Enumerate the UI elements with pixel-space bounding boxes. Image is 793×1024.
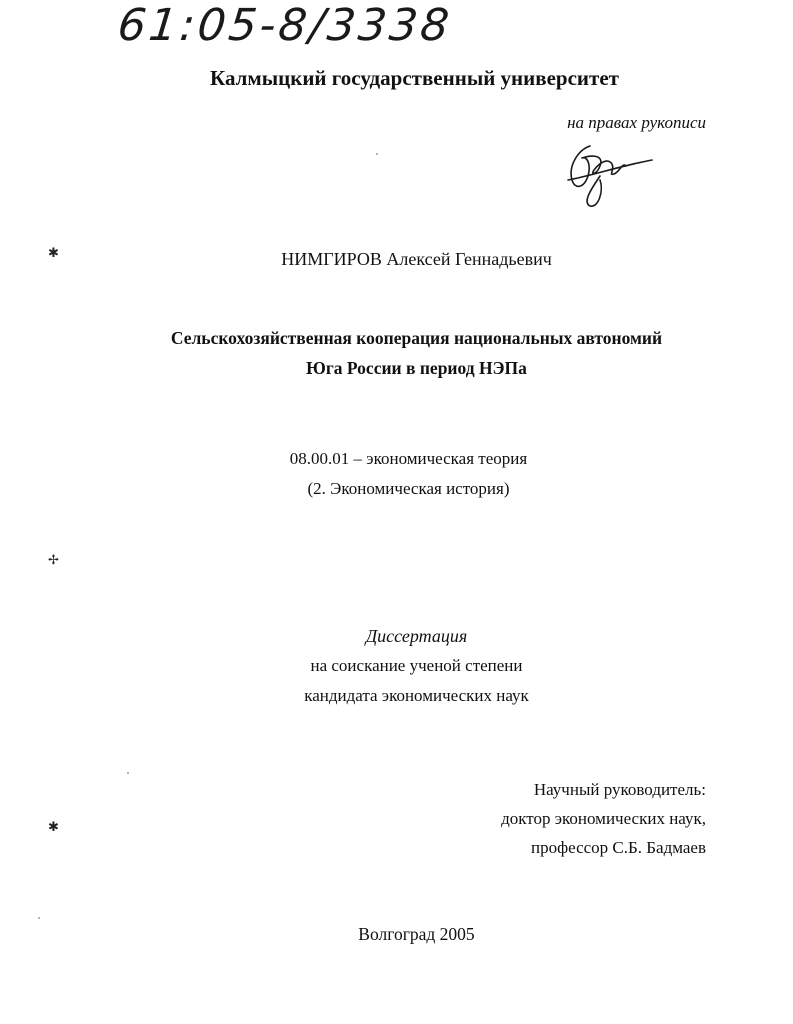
thesis-title-line-2: Юга России в период НЭПа (306, 358, 527, 378)
supervisor-degree: доктор экономических наук, (501, 809, 706, 828)
thesis-type: Диссертация (365, 626, 468, 646)
binding-mark-icon: ✢ (48, 553, 59, 568)
degree-line-1: на соискание ученой степени (310, 656, 523, 675)
specialty-code: 08.00.01 – экономическая теория (289, 449, 528, 468)
specialty-subfield: (2. Экономическая история) (307, 479, 510, 498)
supervisor-name: профессор С.Б. Бадмаев (531, 838, 706, 857)
rights-note: на правах рукописи (567, 113, 706, 132)
archive-number-handwritten: 61:05-8/3338 (115, 0, 455, 51)
city-year: Волгоград 2005 (358, 924, 475, 944)
binding-mark-icon: ✱ (48, 246, 59, 261)
thesis-title-line-1: Сельскохозяйственная кооперация национальных автономий (170, 328, 663, 348)
scan-speck (38, 917, 40, 919)
scan-speck (376, 153, 378, 155)
degree-line-2: кандидата экономических наук (304, 686, 529, 705)
binding-mark-icon: ✱ (48, 820, 59, 835)
signature-icon (560, 136, 660, 208)
scan-speck (127, 772, 129, 774)
author-name: НИМГИРОВ Алексей Геннадьевич (281, 249, 552, 269)
university-name: Калмыцкий государственный университет (210, 66, 619, 90)
supervisor-role: Научный руководитель: (533, 780, 706, 799)
supervisor-block (501, 775, 706, 862)
